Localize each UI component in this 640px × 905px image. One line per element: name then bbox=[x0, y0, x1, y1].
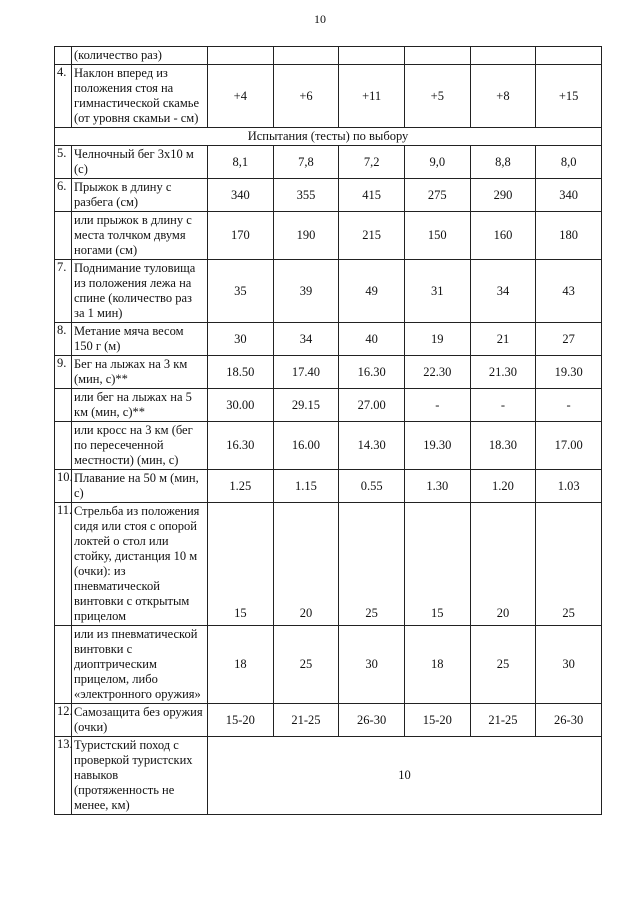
test-name: или прыжок в длину с места толчком двумя ногами (см) bbox=[72, 212, 208, 260]
norm-value: 290 bbox=[470, 179, 536, 212]
norm-value: 30 bbox=[339, 626, 405, 704]
norm-value bbox=[273, 47, 339, 65]
norm-value: 20 bbox=[470, 503, 536, 626]
table-row bbox=[55, 146, 602, 179]
norm-value: 25 bbox=[273, 626, 339, 704]
test-name: Бег на лыжах на 3 км (мин, с)** bbox=[72, 356, 208, 389]
norm-value: 8,0 bbox=[536, 146, 602, 179]
norm-value: 26-30 bbox=[536, 704, 602, 737]
norm-value: +15 bbox=[536, 65, 602, 128]
norm-value: 18.30 bbox=[470, 422, 536, 470]
norm-value: 1.15 bbox=[273, 470, 339, 503]
norm-value: 34 bbox=[470, 260, 536, 323]
norm-value: 19.30 bbox=[536, 356, 602, 389]
norm-value: 49 bbox=[339, 260, 405, 323]
norm-value: 7,8 bbox=[273, 146, 339, 179]
norm-value: 7,2 bbox=[339, 146, 405, 179]
table-row bbox=[55, 503, 602, 626]
test-name: Поднимание туловища из положения лежа на спине (количество раз за 1 мин) bbox=[72, 260, 208, 323]
norm-value: 415 bbox=[339, 179, 405, 212]
row-number bbox=[55, 422, 72, 470]
row-number: 8. bbox=[55, 323, 72, 356]
norm-value: 27 bbox=[536, 323, 602, 356]
row-number: 6. bbox=[55, 179, 72, 212]
norm-value: 34 bbox=[273, 323, 339, 356]
norm-value: 18 bbox=[404, 626, 470, 704]
norm-value: 180 bbox=[536, 212, 602, 260]
table-row bbox=[55, 470, 602, 503]
test-name: Наклон вперед из положения стоя на гимнастической скамье (от уровня скамьи - см) bbox=[72, 65, 208, 128]
test-name: Метание мяча весом 150 г (м) bbox=[72, 323, 208, 356]
row-number: 9. bbox=[55, 356, 72, 389]
norm-value: 29.15 bbox=[273, 389, 339, 422]
norm-value: 8,1 bbox=[208, 146, 274, 179]
page-number: 10 bbox=[314, 12, 326, 26]
norm-value: +4 bbox=[208, 65, 274, 128]
norm-value: 9,0 bbox=[404, 146, 470, 179]
table-row bbox=[55, 626, 602, 704]
row-number: 12. bbox=[55, 704, 72, 737]
test-name: Плавание на 50 м (мин, с) bbox=[72, 470, 208, 503]
norm-value: - bbox=[404, 389, 470, 422]
row-number: 13. bbox=[55, 737, 72, 815]
norm-value: - bbox=[536, 389, 602, 422]
norm-value: 25 bbox=[470, 626, 536, 704]
norm-value: 21-25 bbox=[273, 704, 339, 737]
norm-value: 15 bbox=[208, 503, 274, 626]
norm-value: 8,8 bbox=[470, 146, 536, 179]
merged-norm-value: 10 bbox=[208, 737, 602, 815]
norm-value: 27.00 bbox=[339, 389, 405, 422]
norm-value: 40 bbox=[339, 323, 405, 356]
norm-value: 15-20 bbox=[404, 704, 470, 737]
norm-value: 19 bbox=[404, 323, 470, 356]
section-row bbox=[55, 128, 602, 146]
norm-value: - bbox=[470, 389, 536, 422]
table-row bbox=[55, 323, 602, 356]
norm-value bbox=[404, 47, 470, 65]
norm-value: 14.30 bbox=[339, 422, 405, 470]
table-row bbox=[55, 47, 602, 65]
norm-value: 31 bbox=[404, 260, 470, 323]
norm-value bbox=[470, 47, 536, 65]
row-number: 10. bbox=[55, 470, 72, 503]
table-row bbox=[55, 212, 602, 260]
norm-value: 160 bbox=[470, 212, 536, 260]
norm-value: 150 bbox=[404, 212, 470, 260]
norm-value: 190 bbox=[273, 212, 339, 260]
norm-value: 30.00 bbox=[208, 389, 274, 422]
norm-value: 15 bbox=[404, 503, 470, 626]
row-number: 4. bbox=[55, 65, 72, 128]
norm-value: 16.00 bbox=[273, 422, 339, 470]
norm-value: 340 bbox=[536, 179, 602, 212]
norm-value: 16.30 bbox=[208, 422, 274, 470]
table-row bbox=[55, 389, 602, 422]
table-row bbox=[55, 422, 602, 470]
test-name: Самозащита без оружия (очки) bbox=[72, 704, 208, 737]
norm-value: 35 bbox=[208, 260, 274, 323]
table-row bbox=[55, 737, 602, 815]
test-name: Челночный бег 3х10 м (с) bbox=[72, 146, 208, 179]
norm-value: 26-30 bbox=[339, 704, 405, 737]
norm-value: 1.20 bbox=[470, 470, 536, 503]
norm-value: 1.25 bbox=[208, 470, 274, 503]
test-name: или бег на лыжах на 5 км (мин, с)** bbox=[72, 389, 208, 422]
norms-table bbox=[54, 46, 602, 815]
norm-value: 22.30 bbox=[404, 356, 470, 389]
norm-value: 30 bbox=[536, 626, 602, 704]
norm-value: 15-20 bbox=[208, 704, 274, 737]
norm-value: +6 bbox=[273, 65, 339, 128]
norm-value: 275 bbox=[404, 179, 470, 212]
norm-value: 17.40 bbox=[273, 356, 339, 389]
norm-value: 0.55 bbox=[339, 470, 405, 503]
norm-value: +11 bbox=[339, 65, 405, 128]
test-name: Прыжок в длину с разбега (см) bbox=[72, 179, 208, 212]
norm-value: 30 bbox=[208, 323, 274, 356]
test-name: Туристский поход с проверкой туристских навыков (протяженность не менее, км) bbox=[72, 737, 208, 815]
norm-value: 355 bbox=[273, 179, 339, 212]
row-number: 7. bbox=[55, 260, 72, 323]
row-number bbox=[55, 47, 72, 65]
norm-value: 1.03 bbox=[536, 470, 602, 503]
norm-value: +8 bbox=[470, 65, 536, 128]
norm-value: 43 bbox=[536, 260, 602, 323]
norm-value: 21.30 bbox=[470, 356, 536, 389]
norm-value bbox=[536, 47, 602, 65]
norm-value: 20 bbox=[273, 503, 339, 626]
norm-value: 16.30 bbox=[339, 356, 405, 389]
norm-value: 340 bbox=[208, 179, 274, 212]
test-name: (количество раз) bbox=[72, 47, 208, 65]
test-name: или кросс на 3 км (бег по пересеченной местности) (мин, с) bbox=[72, 422, 208, 470]
norm-value: 25 bbox=[536, 503, 602, 626]
row-number: 11. bbox=[55, 503, 72, 626]
row-number bbox=[55, 626, 72, 704]
norm-value: 18 bbox=[208, 626, 274, 704]
norm-value: 17.00 bbox=[536, 422, 602, 470]
norm-value bbox=[208, 47, 274, 65]
norm-value: 170 bbox=[208, 212, 274, 260]
norm-value: +5 bbox=[404, 65, 470, 128]
norm-value: 1.30 bbox=[404, 470, 470, 503]
norm-value: 25 bbox=[339, 503, 405, 626]
table-row bbox=[55, 260, 602, 323]
test-name: Стрельба из положения сидя или стоя с опорой локтей о стол или стойку, дистанция 10 м (очки): из пневматической винтовки с открытым прицелом bbox=[72, 503, 208, 626]
norm-value: 39 bbox=[273, 260, 339, 323]
row-number bbox=[55, 212, 72, 260]
norm-value: 18.50 bbox=[208, 356, 274, 389]
section-title: Испытания (тесты) по выбору bbox=[55, 128, 602, 146]
table-row bbox=[55, 704, 602, 737]
norm-value: 21-25 bbox=[470, 704, 536, 737]
norm-value: 19.30 bbox=[404, 422, 470, 470]
row-number bbox=[55, 389, 72, 422]
table-row bbox=[55, 179, 602, 212]
row-number: 5. bbox=[55, 146, 72, 179]
norm-value: 21 bbox=[470, 323, 536, 356]
table-row bbox=[55, 356, 602, 389]
test-name: или из пневматической винтовки с диоптрическим прицелом, либо «электронного оружия» bbox=[72, 626, 208, 704]
norm-value: 215 bbox=[339, 212, 405, 260]
table-row bbox=[55, 65, 602, 128]
norm-value bbox=[339, 47, 405, 65]
